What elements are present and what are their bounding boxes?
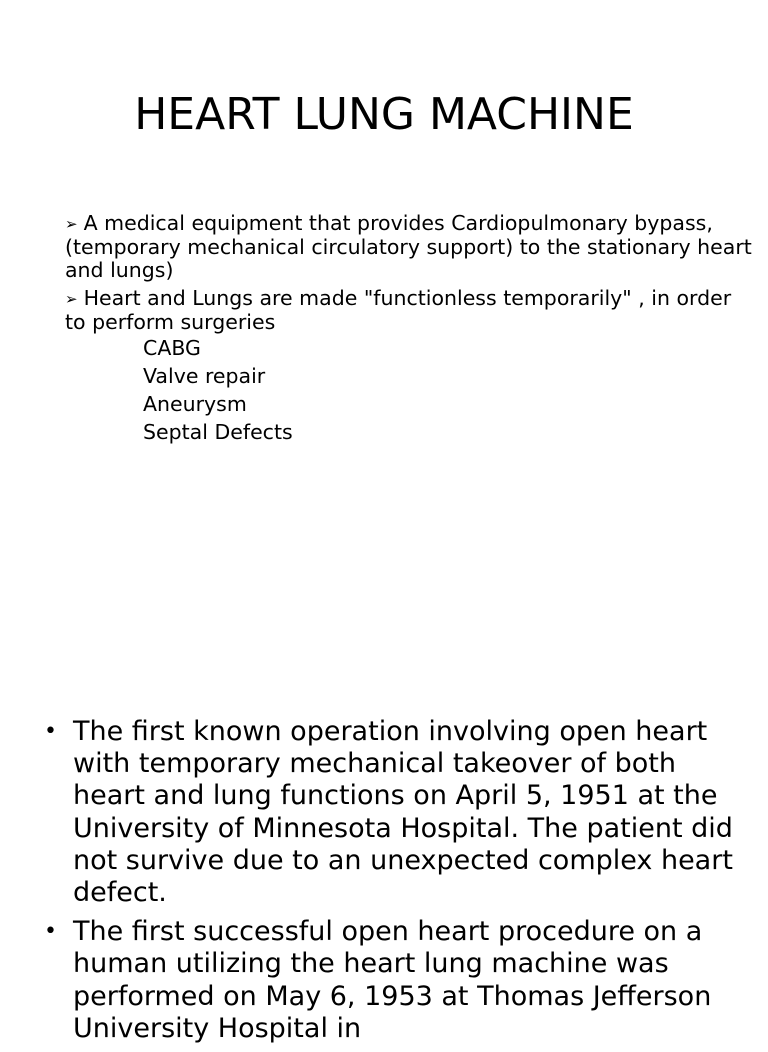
list-item: [65, 212, 755, 282]
arrow-bullet-icon: ➢: [65, 290, 78, 308]
history-list: [0, 716, 768, 1052]
surgery-item: Septal Defects: [143, 420, 293, 444]
list-item: [0, 716, 768, 909]
definition-list: [65, 212, 755, 451]
bullet-text: A medical equipment that provides Cardiopulmonary bypass, (temporary mechanical circulatory support) to the stationary heart and lungs): [65, 211, 752, 282]
bullet-dot-icon: •: [44, 719, 57, 744]
bullet-dot-icon: •: [44, 919, 57, 945]
surgery-list: [65, 334, 755, 446]
slide-2: [0, 700, 768, 1044]
bullet-text: The first successful open heart procedure on a human utilizing the heart lung machine was performed on May 6, 1953 at Thomas Jefferson University Hospital in: [73, 916, 712, 1044]
list-item: [0, 916, 768, 1045]
surgery-item: CABG: [143, 336, 201, 360]
arrow-bullet-icon: ➢: [65, 215, 78, 233]
surgery-item: Aneurysm: [143, 392, 247, 416]
bullet-text: Heart and Lungs are made "functionless temporarily" , in order to perform surgeries: [65, 286, 732, 334]
slide-title: HEART LUNG MACHINE: [134, 89, 634, 140]
surgery-item: Valve repair: [143, 364, 266, 388]
bullet-text: The first known operation involving open heart with temporary mechanical takeover of both heart and lung functions on April 5, 1951 at the University of Minnesota Hospital. The patient did not survive due to an unexpected complex heart defect.: [73, 716, 733, 909]
list-item: [65, 287, 755, 446]
